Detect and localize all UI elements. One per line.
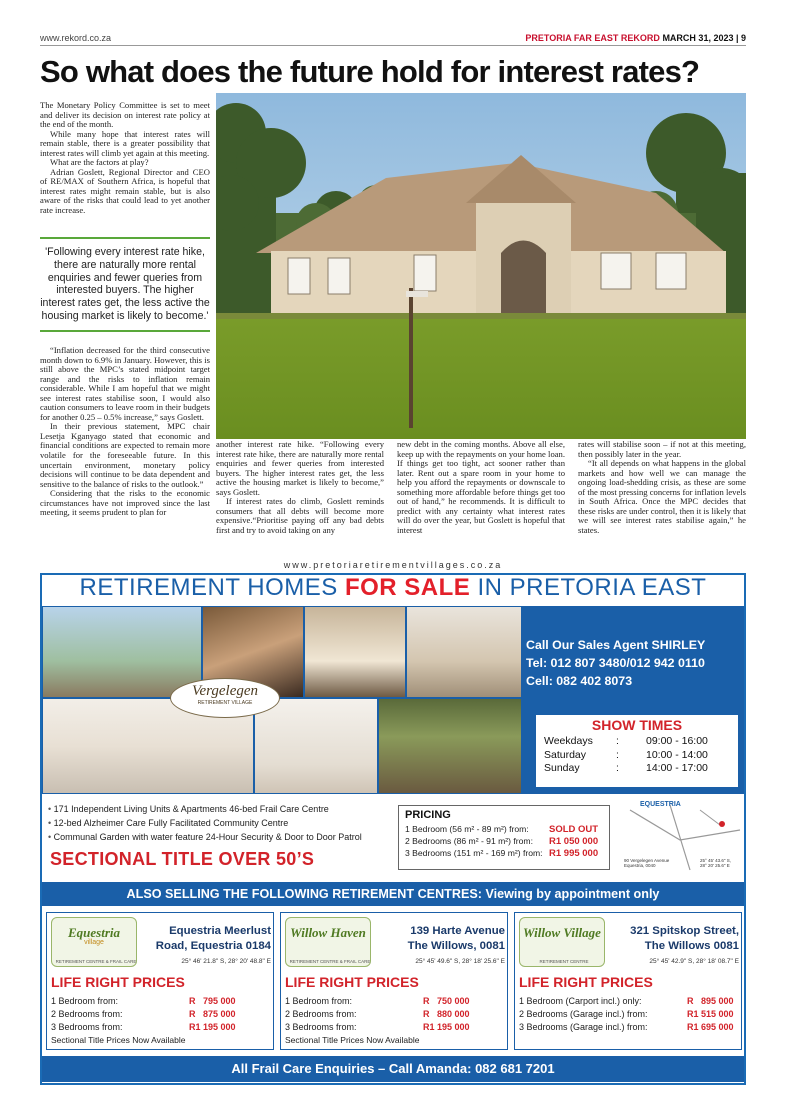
article-paragraph: rates will stabilise soon – if not at this meeting, then possibly later in the year.: [578, 439, 746, 459]
publication-line: [525, 33, 746, 43]
centre-price-label: 1 Bedroom from:: [51, 996, 119, 1006]
pricing-label: 3 Bedrooms (151 m² - 169 m²) from:: [405, 848, 543, 858]
centre-note: Sectional Title Prices Now Available: [285, 1035, 420, 1045]
life-right-title: LIFE RIGHT PRICES: [51, 974, 185, 990]
pricing-title: PRICING: [405, 809, 451, 821]
feature-text: 12-bed Alzheimer Care Fully Facilitated Community Centre: [53, 818, 289, 828]
centre-price-label: 3 Bedrooms from:: [51, 1022, 123, 1032]
ad-title-b: FOR SALE: [344, 574, 471, 601]
feature-text: 171 Independent Living Units & Apartments 46-bed Frail Care Centre: [53, 804, 329, 814]
feature-item: [48, 830, 398, 844]
centre-card: [280, 912, 508, 1050]
centre-price-value: R 795 000: [189, 996, 236, 1006]
contact-text: [526, 636, 744, 690]
contact-agent: Call Our Sales Agent SHIRLEY: [526, 638, 706, 652]
article-paragraph: If interest rates do climb, Goslett reminds consumers that all debts will become more expensive.“Prioritise paying off any bad debts first and try to avoid taking on any: [216, 496, 384, 535]
centre-price-value: R1 195 000: [423, 1022, 470, 1032]
feature-item: [48, 816, 398, 830]
article-paragraph: “Inflation decreased for the third consecutive month down to 6.9% in January. However, this is still above the MPC’s stated midpoint target range and the risks to inflation remain considerable. While I am hopeful that we might see interest rates stabilise soon, I would also caution consumers to leave room in their budgets for another 0.25 – 0.5% increase,” says Goslett.: [40, 345, 210, 422]
map-address: [624, 858, 669, 868]
map-address-2: Equestria, 0040: [624, 863, 656, 868]
photo-lounge: [407, 607, 521, 697]
centre-price-label: 3 Bedrooms from:: [285, 1022, 357, 1032]
ad-photo-grid: [42, 606, 522, 794]
map-address-1: 90 Vergelegen Avenue: [624, 858, 670, 863]
centre-logo-text: Willow Haven: [290, 925, 366, 940]
pricing-box: [398, 805, 610, 870]
map-label: EQUESTRIA: [640, 801, 681, 808]
photo-garden: [379, 699, 521, 793]
ad-url[interactable]: www.pretoriaretirementvillages.co.za: [283, 560, 503, 570]
article-col2: [216, 440, 384, 535]
sectional-title: SECTIONAL TITLE OVER 50’S: [50, 849, 315, 869]
show-sep: :: [616, 735, 619, 747]
location-map: [620, 800, 744, 874]
centre-price-label: 1 Bedroom from:: [285, 996, 353, 1006]
house-photo: [216, 93, 746, 439]
article-col1-top: [40, 101, 210, 216]
features-list: [48, 802, 398, 844]
show-time: 10:00 - 14:00: [646, 748, 708, 761]
article-paragraph: another interest rate hike. “Following every interest rate hike, there are naturally more rental enquiries and fewer queries from interested buyers. The higher interest rates get, the less active the housing market is likely to become,” says Goslett.: [216, 439, 384, 497]
centre-address-1: 139 Harte Avenue: [410, 925, 505, 937]
centre-coords: 25° 46' 21.8" S, 28° 20' 48.8" E: [181, 958, 271, 965]
centre-price-value: R 895 000: [687, 996, 734, 1006]
pricing-value: SOLD OUT: [549, 824, 599, 835]
publication-name: PRETORIA FAR EAST REKORD: [525, 33, 660, 43]
feature-item: [48, 802, 398, 816]
centre-coords: 25° 45' 49.6" S, 28° 18' 25.6" E: [415, 958, 505, 965]
article-paragraph: Considering that the risks to the economic circumstances have not improved since the last meeting, it seems prudent to plan for: [40, 488, 210, 518]
centre-coords: 25° 45' 42.9" S, 28° 18' 08.7" E: [649, 958, 739, 965]
also-selling-bar: ALSO SELLING THE FOLLOWING RETIREMENT CENTRES: Viewing by appointment only: [42, 882, 744, 906]
centre-tagline: RETIREMENT CENTRE: [539, 959, 589, 964]
article-paragraph: new debt in the coming months. Above all else, keep up with the repayments on your home loan. If things get too tight, act sooner rather than later. Rent out a spare room in your home to help you afford the repayments or downscale to something more affordable before things get too out of hand,” he recommends. It is difficult to predict with any certainty what interest rates will do over the year, but Goslett is hopeful that interest: [397, 439, 565, 535]
bullet-icon: •: [48, 818, 54, 828]
date-page: MARCH 31, 2023 | 9: [662, 33, 746, 43]
centre-logo-text: Willow Village: [523, 925, 601, 940]
centre-price-label: 2 Bedrooms from:: [285, 1009, 357, 1019]
centre-price-value: R1 195 000: [189, 1022, 236, 1032]
vergelegen-logo-text: Vergelegen: [191, 683, 259, 699]
article-paragraph: Adrian Goslett, Regional Director and CEO of RE/MAX of Southern Africa, is hopeful that interest rates might remain stable, but is also aware of the risks that could lead to yet another rate increase.: [40, 166, 210, 216]
article-paragraph: In their previous statement, MPC chair Lesetja Kganyago stated that economic and financial conditions are expected to remain more volatile for the foreseeable future. In this uncertain environment, monetary policy decisions will continue to be data dependent and sensitive to the balance of risks to the outlook.”: [40, 421, 210, 489]
map-coords: [700, 858, 731, 868]
show-time-row: [544, 735, 738, 749]
photo-hallway: [305, 607, 405, 697]
centre-address-1: Equestria Meerlust: [169, 925, 271, 937]
feature-text: Communal Garden with water feature 24-Hour Security & Door to Door Patrol: [53, 832, 362, 842]
centre-prices: [51, 995, 271, 1035]
centre-logo-text: Equestria: [67, 925, 120, 940]
show-day: Saturday: [544, 748, 587, 761]
article-col4: [578, 440, 746, 535]
article-paragraph: The Monetary Policy Committee is set to meet and deliver its decision on interest rate policy at the end of the month.: [40, 100, 210, 130]
centre-prices: [285, 995, 505, 1035]
article-paragraph: While many hope that interest rates will remain stable, there is a greater possibility that interest rates will climb yet again at this meeting.: [40, 128, 210, 158]
centre-tagline: RETIREMENT CENTRE & FRAIL CARE: [55, 959, 137, 964]
pricing-label: 1 Bedroom (56 m² - 89 m²) from:: [405, 824, 529, 834]
centre-address-2: The Willows 0081: [644, 940, 739, 952]
centre-card: [46, 912, 274, 1050]
life-right-title: LIFE RIGHT PRICES: [519, 974, 653, 990]
show-day: Sunday: [544, 762, 580, 774]
centre-price-value: R1 515 000: [687, 1009, 734, 1019]
vergelegen-logo: [170, 678, 280, 718]
centre-address-1: 321 Spitskop Street,: [630, 925, 739, 937]
show-time: 09:00 - 16:00: [646, 735, 708, 747]
centre-logo-sub: village: [84, 939, 104, 946]
show-day: Weekdays: [544, 735, 593, 747]
show-time-row: [544, 749, 738, 763]
show-time: 14:00 - 17:00: [646, 762, 708, 774]
article-paragraph: “It all depends on what happens in the global markets and how well we can manage the ongoing load-shedding crisis, as these are some of the most pressing concerns for inflation levels in South Africa. Once the MPC decides that these risks are under control, then it is likely that we will see interest rates stabilise again,” he states.: [578, 458, 746, 535]
centre-tagline: RETIREMENT CENTRE & FRAIL CARE: [289, 959, 371, 964]
centre-note: Sectional Title Prices Now Available: [51, 1035, 186, 1045]
article-col1-bottom: [40, 346, 210, 518]
contact-tel[interactable]: Tel: 012 807 3480/012 942 0110: [526, 656, 705, 670]
show-times-title: SHOW TIMES: [591, 717, 683, 733]
vergelegen-logo-sub: RETIREMENT VILLAGE: [197, 700, 253, 706]
show-time-row: [544, 762, 738, 776]
pricing-label: 2 Bedrooms (86 m² - 91 m²) from:: [405, 836, 533, 846]
life-right-title: LIFE RIGHT PRICES: [285, 974, 419, 990]
centre-price-value: R 880 000: [423, 1009, 470, 1019]
pull-quote: 'Following every interest rate hike, there are naturally more rental enquiries and fewer queries from interested buyers. The higher interest rates get, the less active the housing market is likely to become.': [40, 237, 210, 332]
map-coord-1: 25° 45' 43.6" S,: [700, 858, 732, 863]
ad-title-c: IN PRETORIA EAST: [470, 574, 707, 601]
centre-price-label: 1 Bedroom (Carport incl.) only:: [519, 996, 642, 1006]
page-header: [40, 30, 746, 46]
show-sep: :: [616, 762, 619, 774]
map-coord-2: 28° 20' 25.6" E: [700, 863, 730, 868]
show-times-table: [536, 735, 738, 776]
bullet-icon: •: [48, 832, 54, 842]
show-times-box: [536, 715, 738, 787]
centre-price-label: 2 Bedrooms (Garage incl.) from:: [519, 1009, 648, 1019]
centre-card: [514, 912, 742, 1050]
centre-address-2: The Willows, 0081: [407, 940, 505, 952]
ad-title-a: RETIREMENT HOMES: [79, 574, 345, 601]
pricing-value: R1 995 000: [549, 848, 599, 859]
site-url: www.rekord.co.za: [40, 33, 112, 43]
pricing-value: R1 050 000: [549, 836, 599, 847]
headline: So what does the future hold for interest rates?: [40, 54, 700, 89]
photo-bathroom: [255, 699, 377, 793]
centre-price-value: R 750 000: [423, 996, 470, 1006]
contact-cell[interactable]: Cell: 082 402 8073: [526, 674, 633, 688]
centre-price-label: 2 Bedrooms from:: [51, 1009, 123, 1019]
centre-price-value: R1 695 000: [687, 1022, 734, 1032]
ad-title: [40, 573, 746, 602]
article-paragraph: What are the factors at play?: [50, 157, 149, 168]
article-col3: [397, 440, 565, 535]
show-sep: :: [616, 748, 619, 761]
centre-price-label: 3 Bedrooms (Garage incl.) from:: [519, 1022, 648, 1032]
centre-price-value: R 875 000: [189, 1009, 236, 1019]
frail-care-footer[interactable]: All Frail Care Enquiries – Call Amanda: 082 681 7201: [42, 1056, 744, 1082]
centre-prices: [519, 995, 739, 1035]
bullet-icon: •: [48, 804, 54, 814]
centre-address-2: Road, Equestria 0184: [155, 940, 271, 952]
